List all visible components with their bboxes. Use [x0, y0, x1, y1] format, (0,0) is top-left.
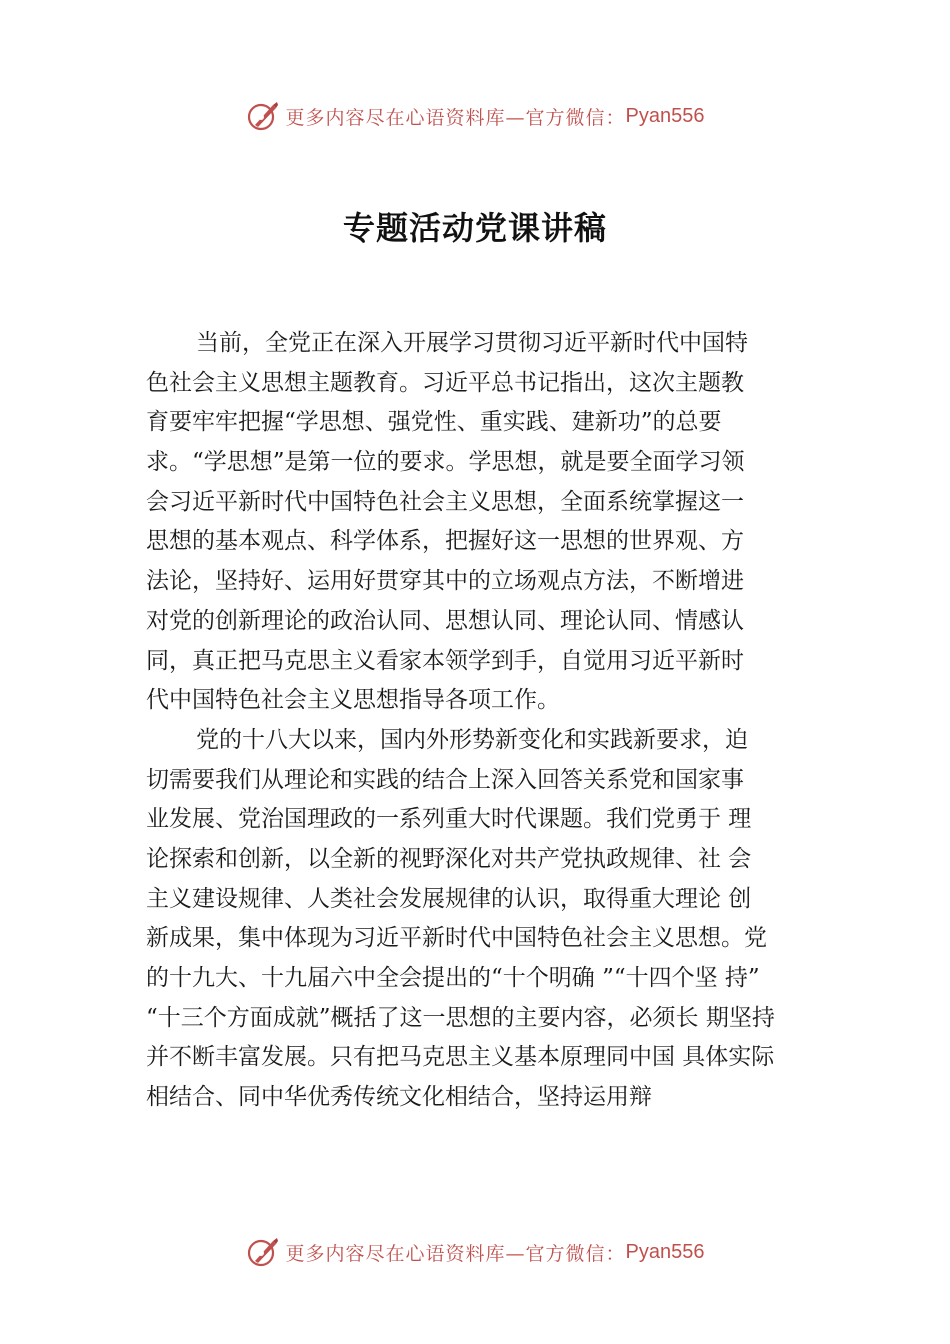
- text-line: 相结合、同中华优秀传统文化相结合，坚持运用辩: [146, 1084, 652, 1111]
- text-line: 业发展、党治国理政的一系列重大时代课题。我们党勇于 理: [146, 806, 752, 833]
- text-line: 对党的创新理论的政治认同、思想认同、理论认同、情感认: [146, 607, 744, 634]
- text-line: “十三个方面成就”概括了这一思想的主要内容，必须长 期坚持: [146, 1004, 775, 1031]
- paragraph-2: [146, 721, 836, 1118]
- text-line: 色社会主义思想主题教育。习近平总书记指出，这次主题教: [146, 369, 744, 396]
- text-line: 党的十八大以来，国内外形势新变化和实践新要求，迫: [196, 726, 748, 753]
- text-line: 并不断丰富发展。只有把马克思主义基本原理同中国 具体实际: [146, 1044, 775, 1071]
- text-line: 切需要我们从理论和实践的结合上深入回答关系党和国家事: [146, 766, 744, 793]
- text-line: 论探索和创新，以全新的视野深化对共产党执政规律、社 会: [146, 845, 752, 872]
- document-body: [146, 324, 836, 1118]
- text-line: 思想的基本观点、科学体系，把握好这一思想的世界观、方: [146, 528, 744, 555]
- watermark-banner-bottom: [0, 1232, 950, 1272]
- text-line: 的十九大、十九届六中全会提出的“十个明确 ”“十四个坚 持”: [146, 965, 760, 991]
- text-line: 育要牢牢把握“学思想、强党性、重实践、建新功”的总要: [146, 409, 722, 436]
- text-line: 同，真正把马克思主义看家本领学到手，自觉用习近平新时: [146, 647, 744, 674]
- text-line: 法论，坚持好、运用好贯穿其中的立场观点方法，不断增进: [146, 568, 744, 595]
- watermark-wechat-id: Pyan556: [625, 104, 705, 127]
- text-line: 会习近平新时代中国特色社会主义思想，全面系统掌握这一: [146, 488, 744, 515]
- quill-logo-icon: [246, 99, 280, 133]
- text-line: 当前，全党正在深入开展学习贯彻习近平新时代中国特: [196, 330, 748, 356]
- text-line: 求。“学思想”是第一位的要求。学思想，就是要全面学习领: [146, 449, 745, 476]
- watermark-wechat-id: Pyan556: [625, 1240, 705, 1263]
- quill-logo-icon: [246, 1235, 280, 1269]
- text-line: 新成果，集中体现为习近平新时代中国特色社会主义思想。党: [146, 925, 767, 952]
- watermark-text: 更多内容尽在心语资料库—官方微信：: [285, 1242, 626, 1265]
- watermark-text: 更多内容尽在心语资料库—官方微信：: [285, 106, 626, 129]
- text-line: 主义建设规律、人类社会发展规律的认识，取得重大理论 创: [146, 885, 752, 912]
- document-title: 专题活动党课讲稿: [342, 209, 607, 247]
- watermark-banner-top: [0, 96, 950, 136]
- paragraph-1: [146, 324, 836, 721]
- text-line: 代中国特色社会主义思想指导各项工作。: [146, 687, 560, 714]
